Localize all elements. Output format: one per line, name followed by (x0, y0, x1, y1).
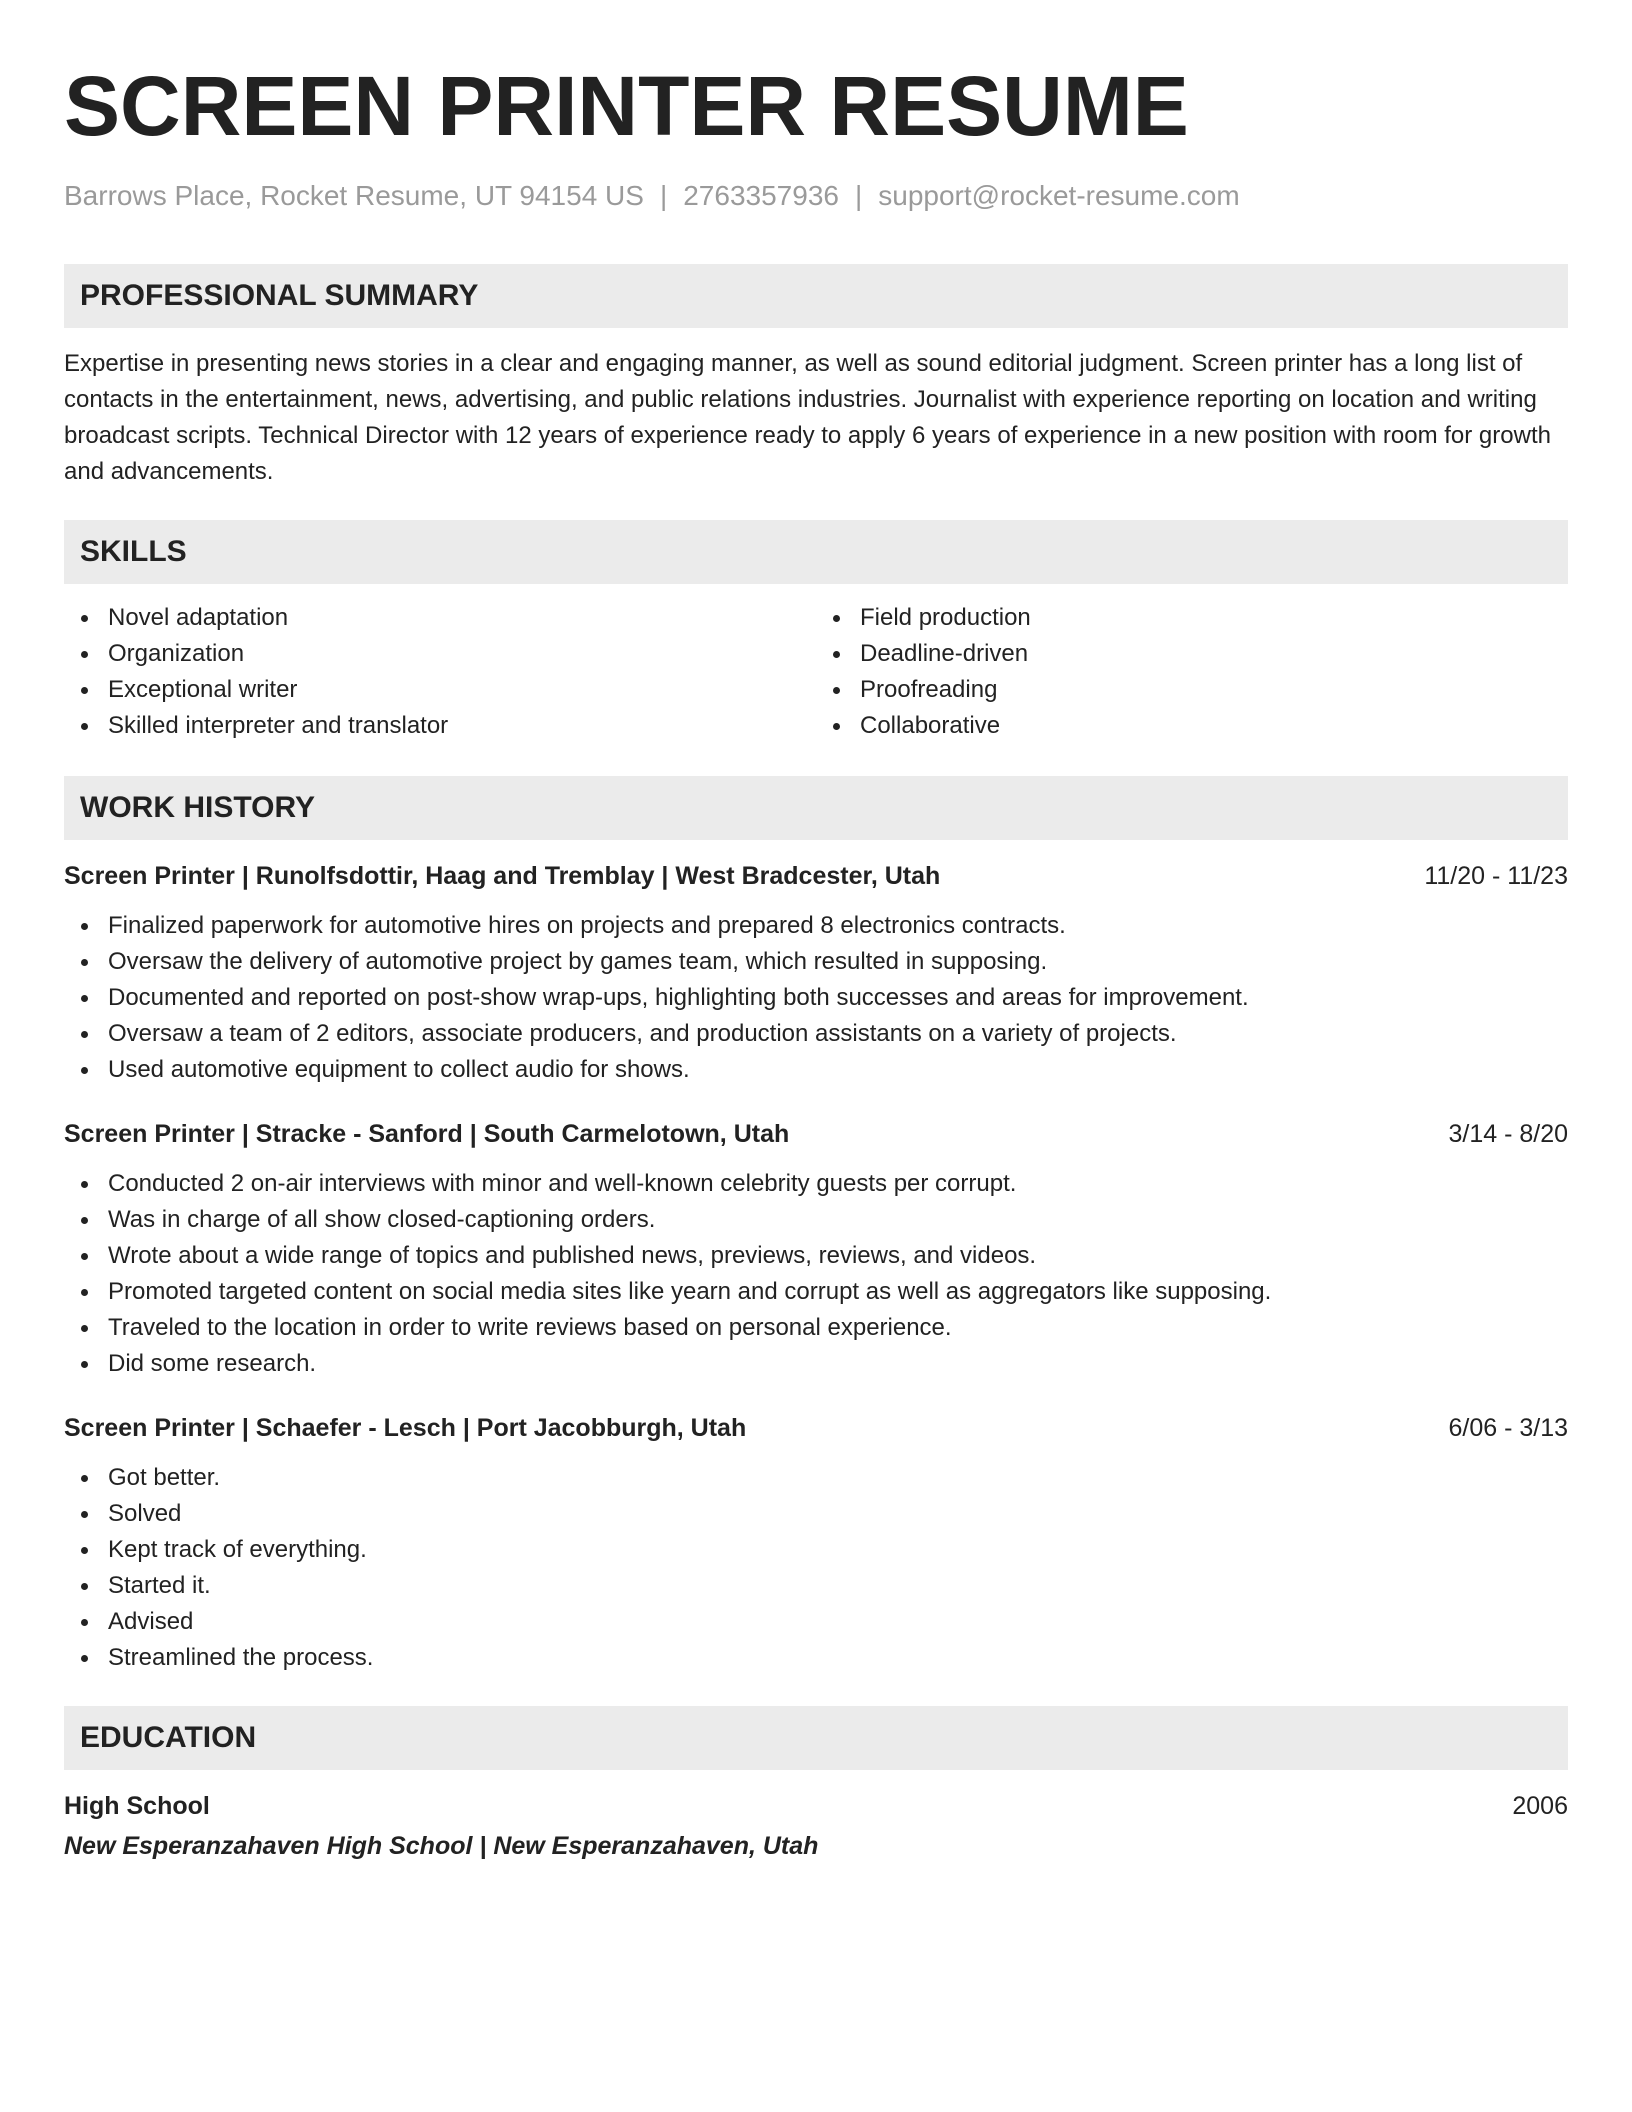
job-bullet: Advised (108, 1604, 1568, 1640)
skill-item: Novel adaptation (108, 600, 816, 636)
job-title: Screen Printer | Runolfsdottir, Haag and Tremblay | West Bradcester, Utah (64, 862, 941, 890)
job-dates: 3/14 - 8/20 (1448, 1120, 1568, 1148)
job-bullet: Wrote about a wide range of topics and published news, previews, reviews, and videos. (108, 1238, 1568, 1274)
work-history-heading: WORK HISTORY (64, 776, 1568, 840)
job-title: Screen Printer | Stracke - Sanford | South Carmelotown, Utah (64, 1120, 790, 1148)
job-bullet: Used automotive equipment to collect audio for shows. (108, 1052, 1568, 1088)
summary-heading: PROFESSIONAL SUMMARY (64, 264, 1568, 328)
job-entry (64, 1116, 1568, 1382)
job-title: Screen Printer | Schaefer - Lesch | Port Jacobburgh, Utah (64, 1414, 747, 1442)
contact-email: support@rocket-resume.com (878, 180, 1240, 211)
contact-address: Barrows Place, Rocket Resume, UT 94154 US (64, 180, 644, 211)
job-bullet: Oversaw a team of 2 editors, associate producers, and production assistants on a variety of projects. (108, 1016, 1568, 1052)
skill-item: Organization (108, 636, 816, 672)
skills-grid (64, 600, 1568, 744)
job-entry (64, 858, 1568, 1088)
skill-item: Collaborative (860, 708, 1568, 744)
skill-item: Deadline-driven (860, 636, 1568, 672)
skills-left-column (64, 600, 816, 744)
skill-item: Proofreading (860, 672, 1568, 708)
skills-section (64, 520, 1568, 744)
job-bullets (64, 1460, 1568, 1676)
job-bullet: Solved (108, 1496, 1568, 1532)
education-school: New Esperanzahaven High School | New Esperanzahaven, Utah (64, 1832, 819, 1860)
job-bullet: Traveled to the location in order to write reviews based on personal experience. (108, 1310, 1568, 1346)
job-bullet: Did some research. (108, 1346, 1568, 1382)
skill-item: Exceptional writer (108, 672, 816, 708)
job-bullets (64, 1166, 1568, 1382)
skills-right-column (816, 600, 1568, 744)
contact-phone: 2763357936 (683, 180, 839, 211)
job-bullet: Conducted 2 on-air interviews with minor and well-known celebrity guests per corrupt. (108, 1166, 1568, 1202)
job-bullet: Finalized paperwork for automotive hires on projects and prepared 8 electronics contracts. (108, 908, 1568, 944)
job-bullet: Oversaw the delivery of automotive project by games team, which resulted in supposing. (108, 944, 1568, 980)
job-bullet: Promoted targeted content on social media sites like yearn and corrupt as well as aggregators like supposing. (108, 1274, 1568, 1310)
job-bullet: Kept track of everything. (108, 1532, 1568, 1568)
education-section (64, 1706, 1568, 1864)
summary-section (64, 264, 1568, 490)
job-bullet: Streamlined the process. (108, 1640, 1568, 1676)
job-dates: 6/06 - 3/13 (1448, 1414, 1568, 1442)
contact-line (64, 178, 1568, 214)
resume-title: SCREEN PRINTER RESUME (64, 59, 1189, 153)
job-bullet: Started it. (108, 1568, 1568, 1604)
contact-separator: | (659, 180, 668, 211)
job-dates: 11/20 - 11/23 (1424, 862, 1568, 890)
job-bullet: Was in charge of all show closed-captioning orders. (108, 1202, 1568, 1238)
education-row (64, 1788, 1568, 1824)
education-heading: EDUCATION (64, 1706, 1568, 1770)
job-bullets (64, 908, 1568, 1088)
skills-heading: SKILLS (64, 520, 1568, 584)
job-bullet: Documented and reported on post-show wrap-ups, highlighting both successes and areas for improvement. (108, 980, 1568, 1016)
contact-separator: | (854, 180, 863, 211)
skill-item: Skilled interpreter and translator (108, 708, 816, 744)
education-degree: High School (64, 1792, 210, 1820)
skill-item: Field production (860, 600, 1568, 636)
education-year: 2006 (1512, 1792, 1568, 1820)
summary-text: Expertise in presenting news stories in a clear and engaging manner, as well as sound editorial judgment. Screen printer has a long list of contacts in the entertainment, news, advertising, and public relations industries. Journalist with experience reporting on location and writing broadcast scripts. Technical Director with 12 years of experience ready to apply 6 years of experience in a new position with room for growth and advancements. (64, 350, 1551, 485)
work-history-section (64, 776, 1568, 1676)
job-entry (64, 1410, 1568, 1676)
job-header (64, 1116, 1568, 1152)
job-bullet: Got better. (108, 1460, 1568, 1496)
resume-page (64, 58, 1568, 1864)
job-header (64, 858, 1568, 894)
job-header (64, 1410, 1568, 1446)
